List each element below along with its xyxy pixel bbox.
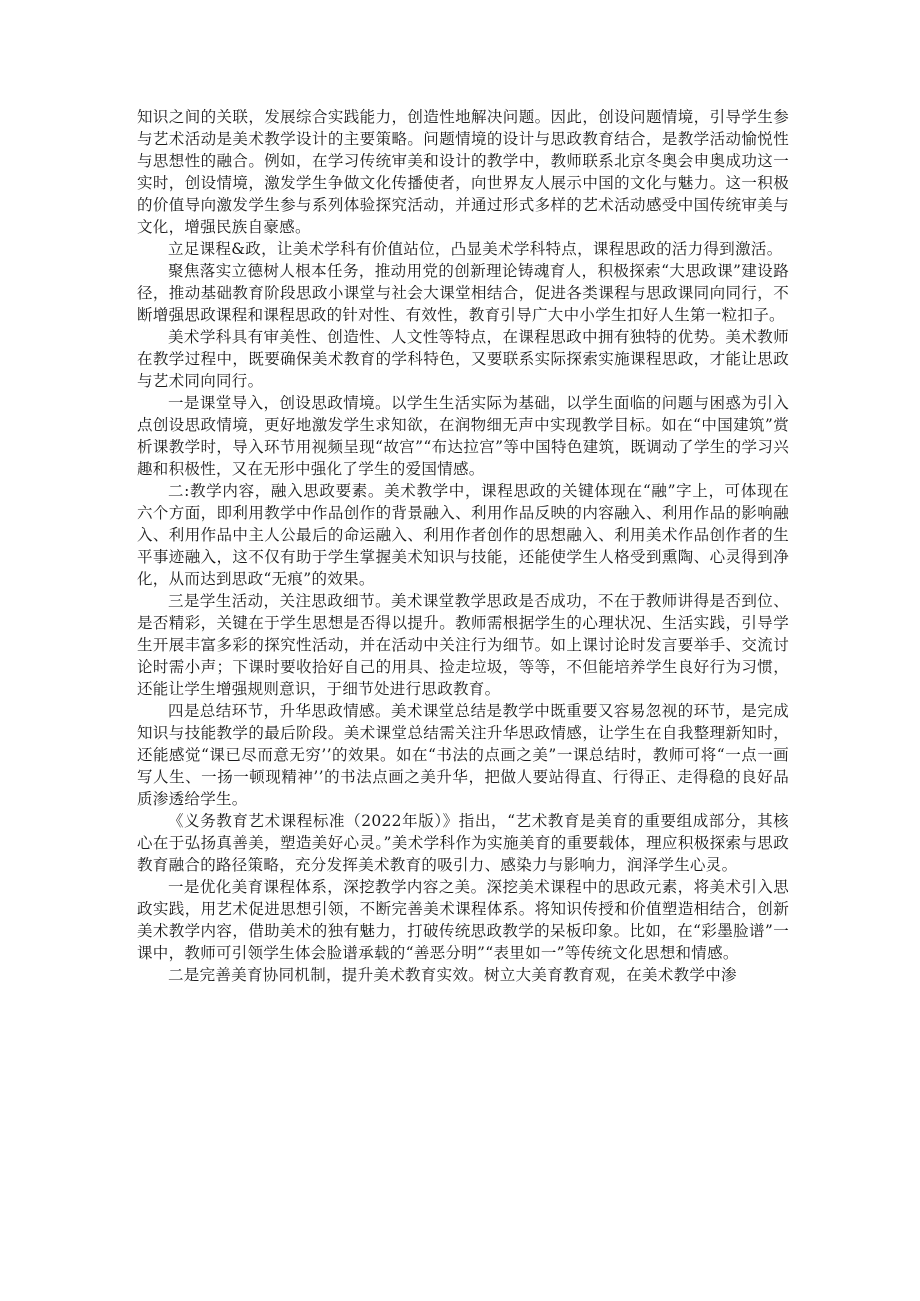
paragraph-9: 《义务教育艺术课程标准（2022年版）》指出，“艺术教育是美育的重要组成部分，其核心在于弘扬真善美，塑造美好心灵。”美术学科作为实施美育的重要载体，理应积极探索与思政教育融合的路径策略，充分发挥美术教育的吸引力、感染力与影响力，润泽学生心灵。 [137,812,789,874]
paragraph-5: 一是课堂导入，创设思政情境。以学生生活实际为基础，以学生面临的问题与困惑为引入点创设思政情境，更好地激发学生求知欲，在润物细无声中实现教学目标。如在“中国建筑”赏析课教学时，导入环节用视频呈现“故宫”“布达拉宫”等中国特色建筑，既调动了学生的学习兴趣和积极性，又在无形中强化了学生的爱国情感。 [137,394,789,478]
paragraph-1: 知识之间的关联，发展综合实践能力，创造性地解决问题。因此，创设问题情境，引导学生参与艺术活动是美术教学设计的主要策略。问题情境的设计与思政教育结合，是教学活动愉悦性与思想性的融合。例如，在学习传统审美和设计的教学中，教师联系北京冬奥会申奥成功这一实时，创设情境，激发学生争做文化传播使者，向世界友人展示中国的文化与魅力。这一积极的价值导向激发学生参与系列体验探究活动，并通过形式多样的艺术活动感受中国传统审美与文化，增强民族自豪感。 [137,108,789,236]
paragraph-4: 美术学科具有审美性、创造性、人文性等特点，在课程思政中拥有独特的优势。美术教师在教学过程中，既要确保美术教育的学科特色，又要联系实际探索实施课程思政，才能让思政与艺术同向同行。 [137,328,789,390]
paragraph-2: 立足课程&政，让美术学科有价值站位，凸显美术学科特点，课程思政的活力得到激活。 [168,240,783,258]
paragraph-8: 四是总结环节，升华思政情感。美术课堂总结是教学中既重要又容易忽视的环节，是完成知识与技能教学的最后阶段。美术课堂总结需关注升华思政情感，让学生在自我整理新知时，还能感觉“课已尽而意无穷’’的效果。如在“书法的点画之美”一课总结时，教师可将“一点一画写人生、一扬一顿现精神’’的书法点画之美升华，把做人要站得直、行得正、走得稳的良好品质渗透给学生。 [137,702,789,808]
paragraph-3: 聚焦落实立德树人根本任务，推动用党的创新理论铸魂育人，积极探索“大思政课”建设路径，推动基础教育阶段思政小课堂与社会大课堂相结合，促进各类课程与思政课同向同行，不断增强思政课程和课程思政的针对性、有效性，教育引导广大中小学生扣好人生第一粒扣子。 [137,262,789,324]
paragraph-7: 三是学生活动，关注思政细节。美术课堂教学思政是否成功，不在于教师讲得是否到位、是否精彩，关键在于学生思想是否得以提升。教师需根据学生的心理状况、生活实践，引导学生开展丰富多彩的探究性活动，并在活动中关注行为细节。如上课讨论时发言要举手、交流讨论时需小声；下课时要收拾好自己的用具、捡走垃圾，等等，不但能培养学生良好行为习惯，还能让学生增强规则意识，于细节处进行思政教育。 [137,592,789,698]
paragraph-11: 二是完善美育协同机制，提升美术教育实效。树立大美育教育观，在美术教学中渗 [168,966,737,984]
paragraph-6: 二:教学内容，融入思政要素。美术教学中，课程思政的关键体现在“融”字上，可体现在六个方面，即利用教学中作品创作的背景融入、利用作品反映的内容融入、利用作品的影响融入、利用作品中主人公最后的命运融入、利用作者创作的思想融入、利用美术作品创作者的生平事迹融入，这不仅有助于学生掌握美术知识与技能，还能使学生人格受到熏陶、心灵得到净化，从而达到思政“无痕”的效果。 [137,482,789,588]
paragraph-10: 一是优化美育课程体系，深挖教学内容之美。深挖美术课程中的思政元素，将美术引入思政实践，用艺术促进思想引领，不断完善美术课程体系。将知识传授和价值塑造相结合，创新美术教学内容，借助美术的独有魅力，打破传统思政教学的呆板印象。比如，在“彩墨脸谱”一课中，教师可引领学生体会脸谱承载的“善恶分明”“表里如一”等传统文化思想和情感。 [137,878,789,962]
